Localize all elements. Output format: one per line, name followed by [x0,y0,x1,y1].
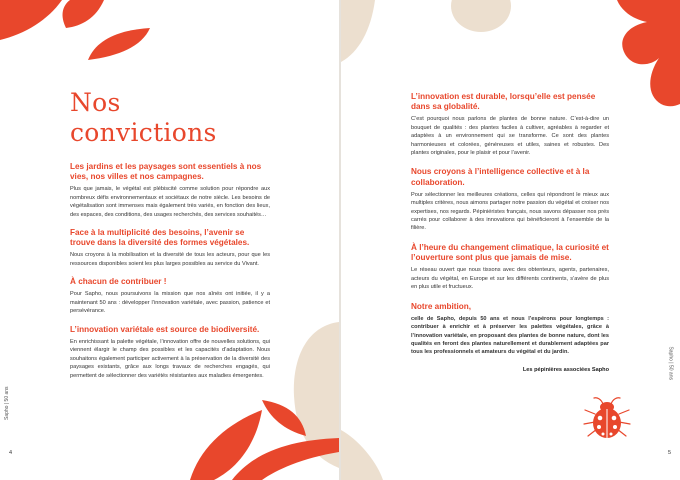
section-heading: Nous croyons à l’intelligence collective et à la collaboration. [411,167,590,187]
signature: Les pépinières associées Sapho [522,366,609,373]
beige-circle-decoration [451,0,511,32]
section-body: En enrichissant la palette végétale, l’innovation offre de nouvelles solutions, qui viennent élargir le champ des possibles et les capacités d’adaptation. Nous souhaitons également participer activement à la préservation de la diversité des paysages existants, grâce aux longs travaux de recherches engagés, qui permettent de sélectionner des variétés résistantes aux maladies émergentes. [70,338,270,379]
leaf-decoration [262,400,306,436]
section-heading: L’innovation est durable, lorsqu’elle est pensée dans sa globalité. [411,92,596,112]
page-number: 5 [667,450,671,456]
leaf-decoration [63,0,104,28]
leaf-decoration [0,0,62,40]
leaf-decoration [232,438,339,480]
section-body: celle de Sapho, depuis 50 ans et nous l’espérons pour longtemps : contribuer à enrichir et à préserver les palettes végétales, grâce à l’innovation variétale, en proposant des plantes de bonne nature, dont les qualités en feront des plantes naturellement et durablement adaptées par tous les professionnels et amateurs du végétal et du jardin. [411,315,609,356]
red-blob-decoration [617,0,680,106]
left-text-column [70,88,270,389]
section-heading: Notre ambition, [411,301,472,311]
section-body: Nous croyons à la mobilisation et la diversité de tous les acteurs, pour que les ressources disponibles soient les plus larges possibles au service du Vivant. [70,252,270,267]
left-page [0,0,339,480]
page-number: 4 [9,450,13,456]
leaf-decoration [190,410,262,480]
beige-shape-decoration [341,0,375,62]
section-body: Pour sélectionner les meilleures créations, celles qui répondront le mieux aux multiples critères, nous aimons partager notre passion du végétal et croiser nos expertises, nos regards. Pépiniéristes français, nous savons dépasser nos prés carrés pour collaborer à des innovations qui bénéficieront à l’ensemble de la filière. [411,191,609,232]
right-text-column [411,92,609,373]
beige-shape-decoration [341,430,383,480]
leaf-decoration [88,28,150,60]
section-heading: À chacun de contribuer ! [70,277,167,287]
section-body: Pour Sapho, nous poursuivons la mission que nos aînés ont initiée, il y a maintenant 50 ans : développer l’innovation variétale, avec passion, patience et persévérance. [70,291,270,315]
section-body: C’est pourquoi nous parlons de plantes de bonne nature. C’est-à-dire un bouquet de qualités : des plantes faciles à cultiver, agréables à regarder et adaptées à un environnement qui se transforme. Ce sont des plantes harmonieuses et colorées, généreuses et utiles, saines et robustes. Des plantes originales, pour le plaisir et pour l’avenir. [411,116,609,157]
side-label: Sapho | 50 ans [668,346,674,380]
right-page [341,0,680,480]
side-label: Sapho | 50 ans [4,386,10,420]
section-body: Le réseau ouvert que nous tissons avec des obtenteurs, agents, partenaires, acteurs du végétal, en Europe et sur les différents continents, s’avère de plus en plus utile et fructueux. [411,267,609,291]
page-title: Nos convictions [70,88,217,147]
section-heading: Les jardins et les paysages sont essentiels à nos vies, nos villes et nos campagnes. [70,162,262,182]
section-heading: L’innovation variétale est source de biodiversité. [70,324,260,334]
section-heading: À l’heure du changement climatique, la curiosité et l’ouverture sont plus que jamais de mise. [411,242,609,263]
beige-shape-decoration [294,322,339,468]
section-heading: Face à la multiplicité des besoins, l’avenir se trouve dans la diversité des formes végétales. [70,228,250,248]
section-body: Plus que jamais, le végétal est plébiscité comme solution pour répondre aux nombreux défis environnementaux et sociétaux de notre siècle. Les besoins de végétalisation sont immenses mais également très variés, en fonction des lieux, des espaces, des conditions, des usages recherchés, des services souhaités… [70,186,270,218]
ladybug-icon [579,394,635,442]
